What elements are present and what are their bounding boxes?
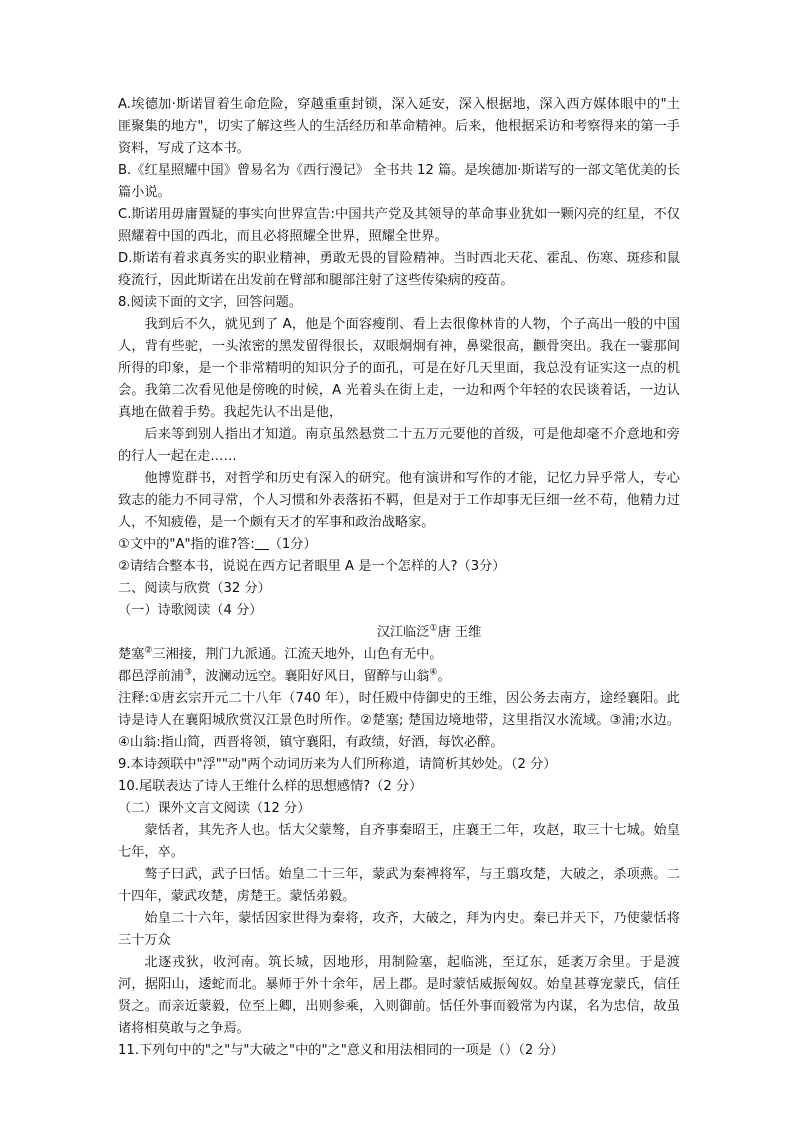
q7-option-c: C.斯诺用毋庸置疑的事实向世界宣告:中国共产党及其领导的革命事业犹如一颗闪亮的红星，不仅照耀着中国的西北，而且必将照耀全世界，照耀全世界。 <box>118 207 680 244</box>
poem-line-1: 楚塞②三湘接，荆门九派通。江流天地外，山色有无中。 <box>118 645 443 662</box>
document-page <box>118 94 680 1062</box>
answer-blank <box>255 537 269 550</box>
q7-option-a: A.埃德加·斯诺冒着生命危险，穿越重重封锁，深入延安，深入根据地，深入西方媒体眼中的"土匪聚集的地方"，切实了解这些人的生活经历和革命精神。后来，他根据采访和考察得来的第一手资料，写成了这本书。 <box>118 97 680 156</box>
q8-stem: 8.阅读下面的文字，回答问题。 <box>118 295 303 310</box>
q8-passage-para-2: 后来等到别人指出才知道。南京虽然悬赏二十五万元要他的首级，可是他却毫不介意地和旁的行人一起在走…… <box>118 427 680 464</box>
q8-sub-question-2: ②请结合整本书，说说在西方记者眼里 A 是一个怎样的人?（3分） <box>118 559 506 574</box>
classical-para-3: 始皇二十六年，蒙恬因家世得为秦将，攻齐，大破之，拜为内史。秦已并天下，乃使蒙恬将三十万众 <box>118 911 680 948</box>
question-10: 10.尾联表达了诗人王维什么样的思想感情?（2 分） <box>118 779 423 794</box>
question-11: 11.下列句中的"之"与"大破之"中的"之"意义和用法相同的一项是（）（2 分） <box>118 1043 564 1058</box>
poem-line-2: 郡邑浮前浦③，波澜动远空。襄阳好风日，留醉与山翁④。 <box>118 667 451 684</box>
q8-passage-para-3: 他博览群书，对哲学和历史有深入的研究。他有演讲和写作的才能，记忆力异乎常人，专心致志的能力不同寻常，个人习惯和外表落拓不羁，但是对于工作却事无巨细一丝不苟，他精力过人，不知疲倦，是一个颇有天才的军事和政治战略家。 <box>118 471 680 530</box>
section-heading: 二、阅读与欣赏（32 分） <box>118 581 271 596</box>
classical-para-2: 骜子曰武，武子曰恬。始皇二十三年，蒙武为秦裨将军，与王翦攻楚，大破之，杀项燕。二十四年，蒙武攻楚，虏楚王。蒙恬弟毅。 <box>118 867 680 904</box>
q8-passage-para-1: 我到后不久，就见到了 A，他是个面容瘦削、看上去很像林肯的人物，个子高出一般的中国人，背有些驼，一头浓密的黑发留得很长，双眼炯炯有神，鼻梁很高，颧骨突出。我在一霎那间所得的印象，是一个非常精明的知识分子的面孔，可是在好几天里面，我总没有证实这一点的机会。我第二次看见他是傍晚的时候，A 光着头在街上走，一边和两个年轻的农民谈着话，一边认真地在做着手势。我起先认不出是他， <box>118 317 680 420</box>
q8-sub-question-1: ①文中的"A"指的谁?答: （1分） <box>118 537 317 552</box>
poem-notes: 注释:①唐玄宗开元二十八年（740 年），时任殿中侍御史的王维，因公务去南方，途经襄阳。此诗是诗人在襄阳城欣赏汉江景色时所作。②楚塞; 楚国边境地带，这里指汉水流域。③浦;水边。④山翁:指山简，西晋将领，镇守襄阳，有政绩，好酒，每饮必醉。 <box>118 691 680 750</box>
q7-option-d: D.斯诺有着求真务实的职业精神，勇敢无畏的冒险精神。当时西北天花、霍乱、伤寒、斑疹和鼠疫流行，因此斯诺在出发前在臂部和腿部注射了这些传染病的疫苗。 <box>118 251 680 288</box>
classical-para-4: 北逐戎狄，收河南。筑长城，因地形，用制险塞，起临洮，至辽东，延袤万余里。于是渡河，据阳山，逶蛇而北。暴师于外十余年，居上郡。是时蒙恬威振匈奴。始皇甚尊宠蒙氏，信任贤之。而亲近蒙毅，位至上卿，出则参乘，入则御前。恬任外事而毅常为内谋，名为忠信，故虽诸将相莫敢与之争焉。 <box>118 955 680 1036</box>
poetry-part-heading: （一）诗歌阅读（4 分） <box>118 603 263 618</box>
question-9: 9.本诗颈联中"浮""动"两个动词历来为人们所称道，请简析其妙处。（2 分） <box>118 757 557 772</box>
poem-title-line: 汉江临泛①唐 王维 <box>376 623 482 640</box>
classical-part-heading: （二）课外文言文阅读（12 分） <box>118 801 311 816</box>
classical-para-1: 蒙恬者，其先齐人也。恬大父蒙骜，自齐事秦昭王，庄襄王二年，攻赵，取三十七城。始皇七年，卒。 <box>118 823 680 860</box>
q7-option-b: B.《红星照耀中国》曾易名为《西行漫记》 全书共 12 篇。是埃德加·斯诺写的一部文笔优美的长篇小说。 <box>118 163 680 200</box>
